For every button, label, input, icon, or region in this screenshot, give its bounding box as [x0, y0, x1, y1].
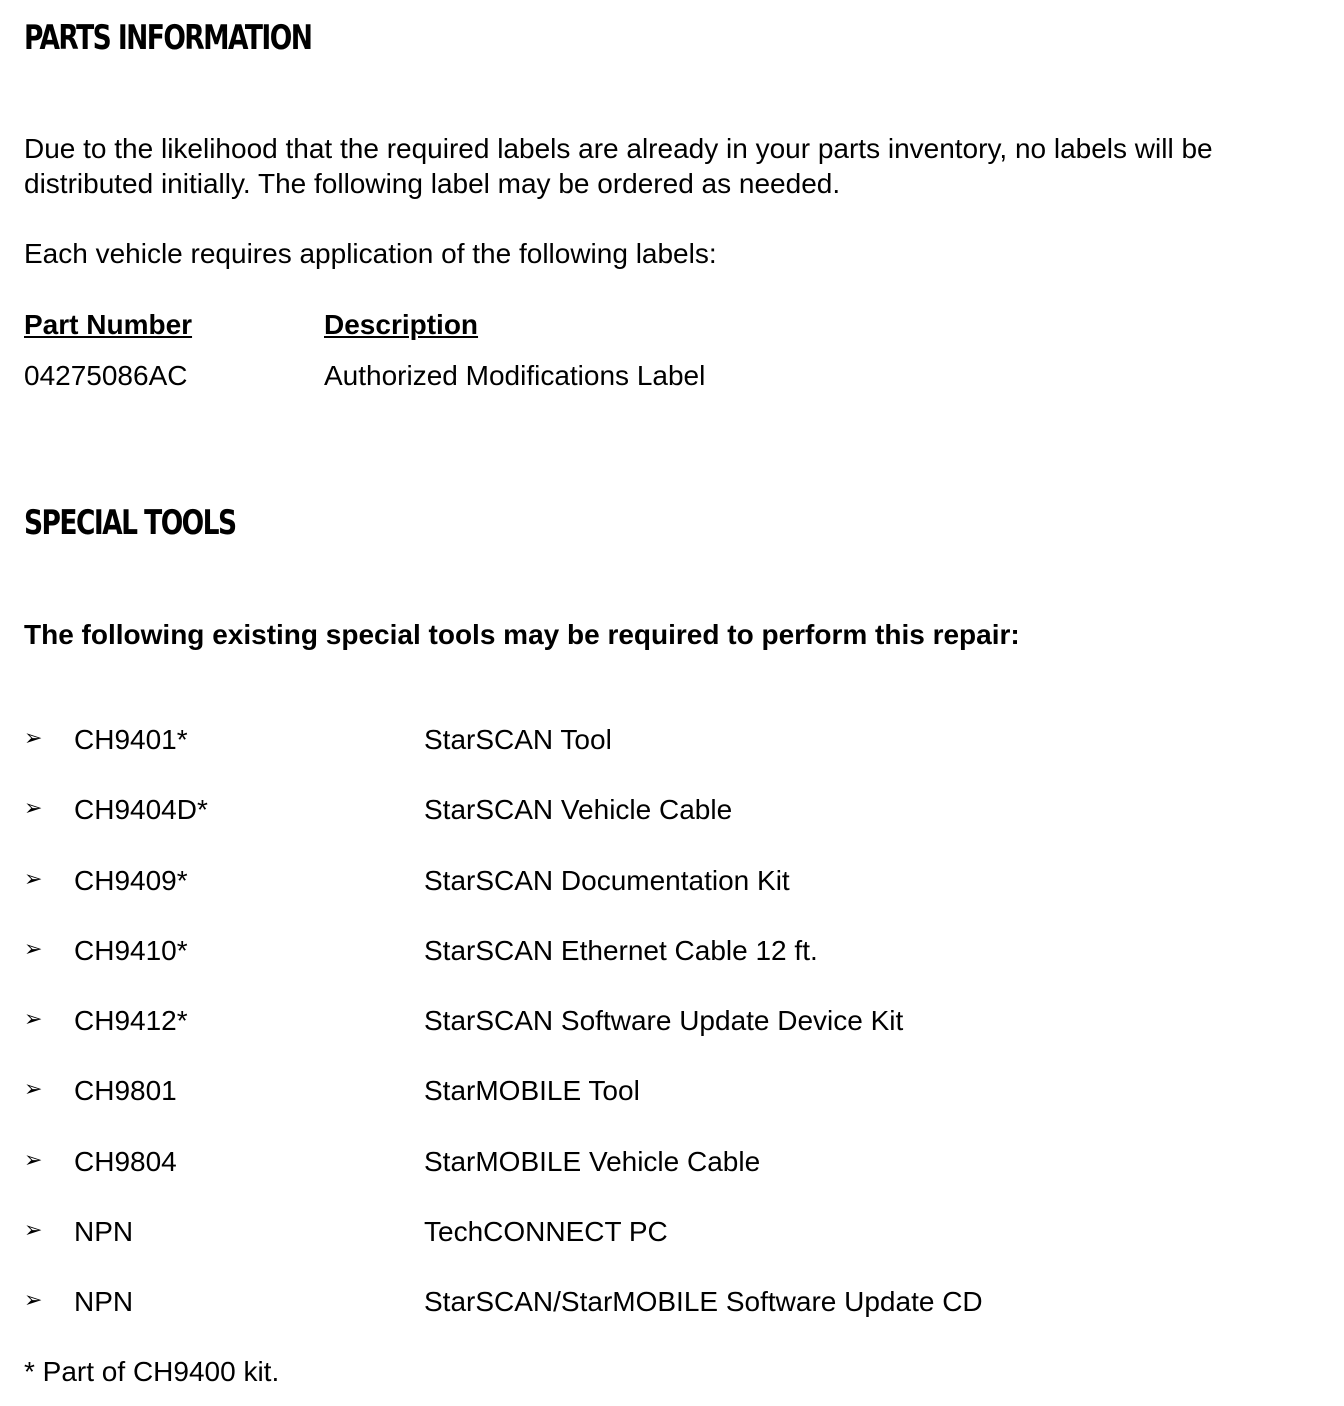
arrow-bullet-icon: ➢	[24, 1077, 43, 1102]
labels-requirement-text: Each vehicle requires application of the following labels:	[24, 238, 717, 269]
arrow-bullet-icon: ➢	[24, 1007, 43, 1032]
tool-code: CH9801	[74, 1075, 177, 1106]
tool-code: CH9409*	[74, 865, 188, 896]
tool-code: CH9804	[74, 1146, 177, 1177]
parts-information-heading: PARTS INFORMATION	[24, 18, 312, 58]
tool-code: CH9410*	[74, 935, 188, 966]
tool-description: StarMOBILE Tool	[424, 1075, 640, 1106]
tool-code: CH9401*	[74, 724, 188, 755]
arrow-bullet-icon: ➢	[24, 726, 43, 751]
footnote: * Part of CH9400 kit.	[24, 1356, 280, 1387]
tool-description: StarSCAN Vehicle Cable	[424, 794, 733, 825]
part-description-cell: Authorized Modifications Label	[324, 360, 706, 391]
tool-code: NPN	[74, 1216, 134, 1247]
special-tools-intro: The following existing special tools may be required to perform this repair:	[24, 619, 1020, 650]
tool-description: StarSCAN Tool	[424, 724, 612, 755]
arrow-bullet-icon: ➢	[24, 1288, 43, 1313]
description-column-header: Description	[324, 309, 479, 340]
special-tools-heading: SPECIAL TOOLS	[24, 503, 236, 543]
arrow-bullet-icon: ➢	[24, 1218, 43, 1243]
tool-description: StarSCAN Software Update Device Kit	[424, 1005, 904, 1036]
arrow-bullet-icon: ➢	[24, 867, 43, 892]
tool-code: CH9404D*	[74, 794, 208, 825]
tool-description: StarSCAN/StarMOBILE Software Update CD	[424, 1286, 983, 1317]
tool-description: StarSCAN Documentation Kit	[424, 865, 790, 896]
parts-intro-line-2: distributed initially. The following label may be ordered as needed.	[24, 168, 841, 199]
tool-description: StarMOBILE Vehicle Cable	[424, 1146, 761, 1177]
arrow-bullet-icon: ➢	[24, 796, 43, 821]
arrow-bullet-icon: ➢	[24, 1148, 43, 1173]
tool-description: StarSCAN Ethernet Cable 12 ft.	[424, 935, 818, 966]
tool-description: TechCONNECT PC	[424, 1216, 668, 1247]
part-number-column-header: Part Number	[24, 309, 193, 340]
tool-code: CH9412*	[74, 1005, 188, 1036]
tool-code: NPN	[74, 1286, 134, 1317]
parts-intro-line-1: Due to the likelihood that the required labels are already in your parts inventory, no labels will be	[24, 133, 1213, 164]
part-number-cell: 04275086AC	[24, 360, 188, 391]
arrow-bullet-icon: ➢	[24, 937, 43, 962]
